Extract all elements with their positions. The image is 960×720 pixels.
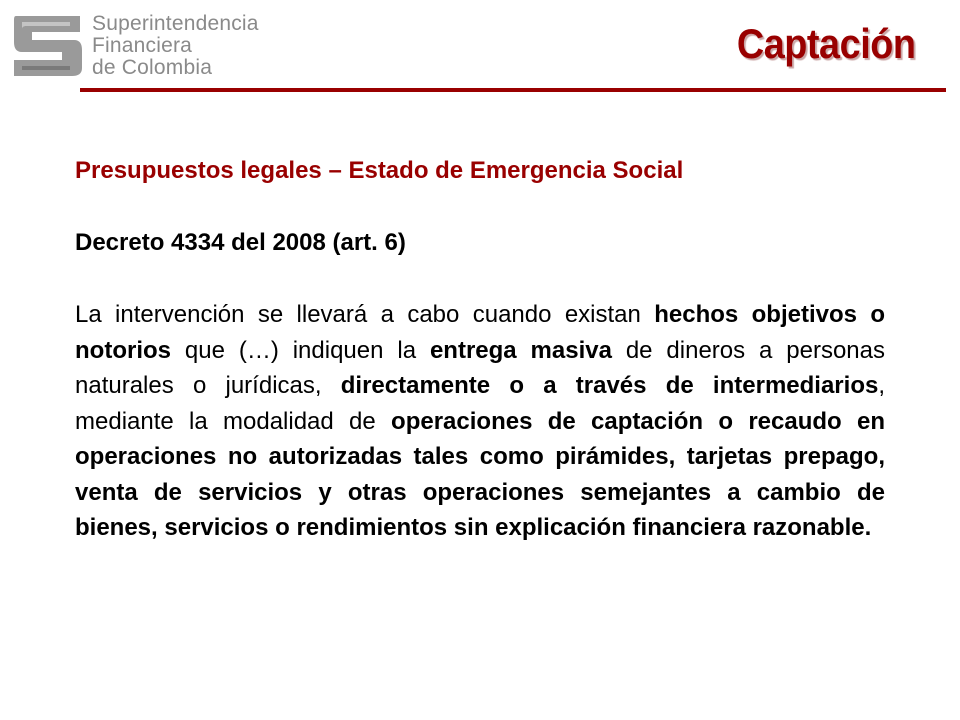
logo [8,10,258,80]
section-subtitle: Presupuestos legales – Estado de Emergencia Social [75,157,684,184]
paragraph-run: La intervención se llevará a cabo cuando existan [75,301,655,328]
slide-content [75,153,885,546]
paragraph-run-bold: operaciones de captación o recaudo en operaciones no autorizadas tales como pirámides, tarjetas prepago, venta de servicios y otras operaciones semejantes a cambio de bienes, servicios o rendimientos sin explicación financiera razonable. [75,407,885,541]
paragraph-run: , mediante la modalidad de [75,372,885,435]
paragraph-run: de dineros a personas naturales o jurídicas, [75,336,886,399]
title-divider [80,88,946,92]
paragraph-run-bold: hechos objetivos o notorios [75,301,885,364]
paragraph-run-bold: entrega masiva [429,336,612,364]
paragraph-run: que (…) indiquen la [171,336,430,364]
logo-line-3: de Colombia [92,56,213,79]
logo-line-2: Financiera [92,34,193,57]
superintendencia-logo-icon [8,10,84,80]
decree-reference: Decreto 4334 del 2008 (art. 6) [75,229,406,256]
body-paragraph [75,297,885,546]
logo-text [92,13,259,79]
paragraph-run-bold: directamente o a través de intermediarios [340,372,879,399]
logo-line-1: Superintendencia [92,12,259,35]
slide-title: Captación [737,20,916,67]
